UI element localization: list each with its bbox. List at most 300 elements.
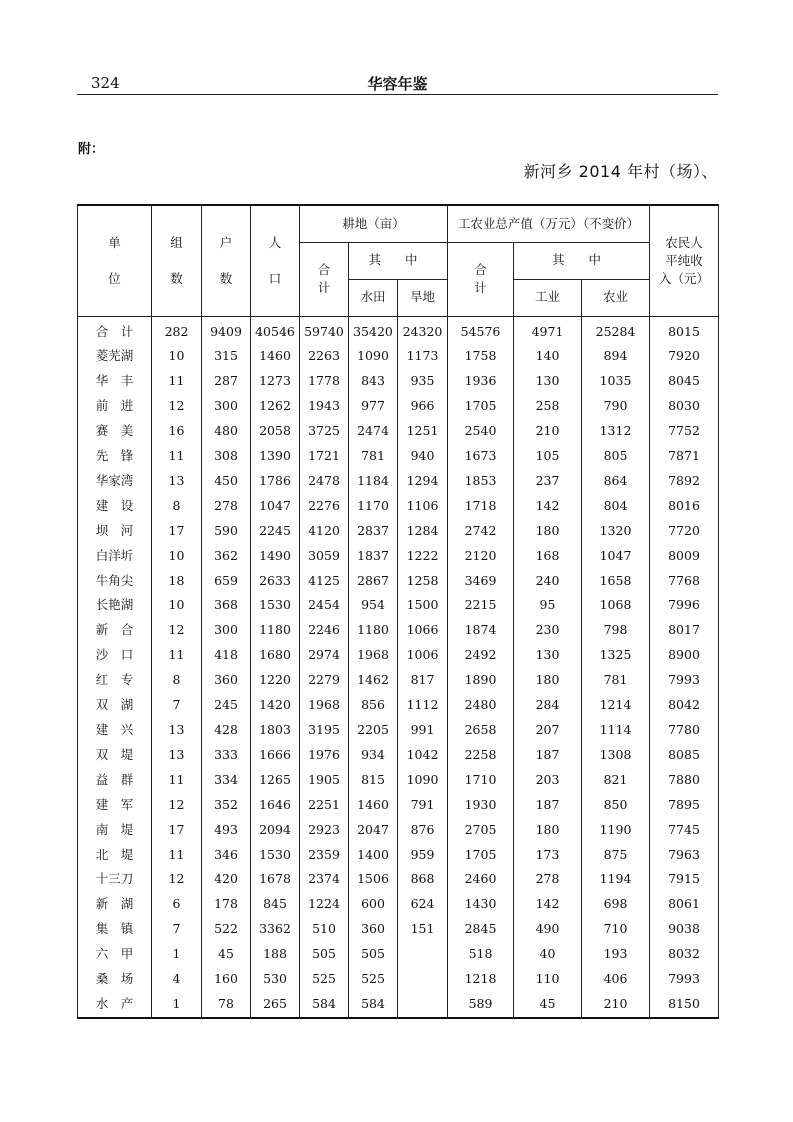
- cell-agriculture: 781: [582, 668, 650, 693]
- cell-unit: 集 镇: [78, 917, 152, 942]
- table-row: [78, 643, 719, 668]
- table-row: [78, 593, 719, 618]
- cell-agriculture: 406: [582, 967, 650, 992]
- cell-paddy: 2474: [349, 419, 398, 444]
- cell-dryland: 791: [398, 793, 448, 818]
- cell-output-total: 2120: [448, 544, 514, 569]
- header-farmland-total-top: 合: [317, 261, 331, 277]
- header-farmland: 耕地（亩）: [300, 205, 448, 242]
- cell-farmland-total: 2454: [300, 593, 349, 618]
- cell-paddy: 1170: [349, 494, 398, 519]
- cell-paddy: 1400: [349, 843, 398, 868]
- table-row: [78, 718, 719, 743]
- cell-dryland: 24320: [398, 316, 448, 344]
- cell-unit: 益 群: [78, 768, 152, 793]
- cell-groups: 7: [152, 917, 202, 942]
- cell-dryland: [398, 942, 448, 967]
- cell-income: 7963: [650, 843, 719, 868]
- cell-dryland: 624: [398, 892, 448, 917]
- cell-farmland-total: 4125: [300, 569, 349, 594]
- cell-groups: 11: [152, 843, 202, 868]
- cell-unit: 新 合: [78, 618, 152, 643]
- table-title: 新河乡 2014 年村（场）、: [523, 162, 718, 181]
- cell-farmland-total: 2251: [300, 793, 349, 818]
- cell-industry: 4971: [514, 316, 582, 344]
- cell-farmland-total: 1943: [300, 394, 349, 419]
- running-header: [77, 74, 718, 95]
- cell-unit: 合 计: [78, 316, 152, 344]
- cell-industry: 278: [514, 867, 582, 892]
- cell-unit: 先 锋: [78, 444, 152, 469]
- cell-groups: 282: [152, 316, 202, 344]
- header-output-total-top: 合: [474, 261, 487, 277]
- cell-output-total: 1890: [448, 668, 514, 693]
- cell-population: 1490: [251, 544, 300, 569]
- cell-dryland: 151: [398, 917, 448, 942]
- cell-population: 1262: [251, 394, 300, 419]
- cell-industry: 258: [514, 394, 582, 419]
- cell-industry: 168: [514, 544, 582, 569]
- cell-groups: 17: [152, 818, 202, 843]
- header-unit: [78, 205, 152, 316]
- cell-income: 8032: [650, 942, 719, 967]
- cell-households: 346: [202, 843, 251, 868]
- cell-paddy: 856: [349, 693, 398, 718]
- cell-income: 8900: [650, 643, 719, 668]
- cell-agriculture: 1114: [582, 718, 650, 743]
- cell-households: 428: [202, 718, 251, 743]
- cell-industry: 490: [514, 917, 582, 942]
- cell-agriculture: 1312: [582, 419, 650, 444]
- cell-agriculture: 1320: [582, 519, 650, 544]
- cell-population: 1220: [251, 668, 300, 693]
- cell-income: 7720: [650, 519, 719, 544]
- cell-output-total: 2540: [448, 419, 514, 444]
- cell-unit: 前 进: [78, 394, 152, 419]
- cell-unit: 南 堤: [78, 818, 152, 843]
- cell-households: 522: [202, 917, 251, 942]
- cell-households: 245: [202, 693, 251, 718]
- header-income-line2: 平纯收: [665, 252, 703, 268]
- cell-output-total: 1936: [448, 369, 514, 394]
- cell-output-total: 1673: [448, 444, 514, 469]
- cell-paddy: 843: [349, 369, 398, 394]
- cell-population: 845: [251, 892, 300, 917]
- cell-population: 1803: [251, 718, 300, 743]
- cell-groups: 6: [152, 892, 202, 917]
- cell-agriculture: 821: [582, 768, 650, 793]
- cell-paddy: 1184: [349, 469, 398, 494]
- cell-groups: 8: [152, 494, 202, 519]
- cell-industry: 240: [514, 569, 582, 594]
- cell-agriculture: 790: [582, 394, 650, 419]
- table-row: [78, 569, 719, 594]
- cell-groups: 11: [152, 768, 202, 793]
- cell-unit: 建 兴: [78, 718, 152, 743]
- cell-groups: 16: [152, 419, 202, 444]
- cell-dryland: [398, 992, 448, 1018]
- cell-dryland: 940: [398, 444, 448, 469]
- cell-dryland: 959: [398, 843, 448, 868]
- cell-income: 7920: [650, 344, 719, 369]
- table-row: [78, 444, 719, 469]
- cell-dryland: 1106: [398, 494, 448, 519]
- cell-unit: 建 军: [78, 793, 152, 818]
- header-population: [251, 205, 300, 316]
- book-title: 华容年鉴: [367, 75, 428, 93]
- cell-farmland-total: 510: [300, 917, 349, 942]
- table-row: [78, 494, 719, 519]
- table-row: [78, 693, 719, 718]
- header-farmland-among-label: 其 中: [368, 252, 428, 268]
- cell-unit: 牛角尖: [78, 569, 152, 594]
- cell-groups: 12: [152, 793, 202, 818]
- cell-population: 1678: [251, 867, 300, 892]
- cell-industry: 203: [514, 768, 582, 793]
- cell-unit: 赛 美: [78, 419, 152, 444]
- cell-population: 3362: [251, 917, 300, 942]
- cell-agriculture: 1068: [582, 593, 650, 618]
- appendix-label: 附：: [78, 142, 105, 157]
- table-row: [78, 818, 719, 843]
- cell-income: 8085: [650, 743, 719, 768]
- cell-population: 1530: [251, 593, 300, 618]
- cell-agriculture: 1214: [582, 693, 650, 718]
- cell-groups: 8: [152, 668, 202, 693]
- cell-unit: 白洋圻: [78, 544, 152, 569]
- cell-households: 178: [202, 892, 251, 917]
- cell-households: 300: [202, 394, 251, 419]
- cell-industry: 237: [514, 469, 582, 494]
- header-farmland-total: [300, 242, 349, 316]
- cell-paddy: 505: [349, 942, 398, 967]
- cell-agriculture: 1194: [582, 867, 650, 892]
- table-row: [78, 867, 719, 892]
- cell-farmland-total: 1968: [300, 693, 349, 718]
- table-row: [78, 344, 719, 369]
- cell-agriculture: 894: [582, 344, 650, 369]
- table-header: [78, 205, 719, 316]
- cell-population: 1530: [251, 843, 300, 868]
- cell-industry: 142: [514, 494, 582, 519]
- cell-groups: 1: [152, 942, 202, 967]
- header-households-top: 户: [219, 234, 233, 250]
- cell-households: 334: [202, 768, 251, 793]
- cell-dryland: 1294: [398, 469, 448, 494]
- cell-output-total: 3469: [448, 569, 514, 594]
- cell-output-total: 2480: [448, 693, 514, 718]
- cell-dryland: 1112: [398, 693, 448, 718]
- cell-dryland: 868: [398, 867, 448, 892]
- cell-farmland-total: 584: [300, 992, 349, 1018]
- cell-agriculture: 1035: [582, 369, 650, 394]
- cell-unit: 双 湖: [78, 693, 152, 718]
- cell-output-total: 518: [448, 942, 514, 967]
- cell-farmland-total: 1905: [300, 768, 349, 793]
- cell-population: 1390: [251, 444, 300, 469]
- table-row: [78, 942, 719, 967]
- cell-paddy: 1460: [349, 793, 398, 818]
- header-households: [202, 205, 251, 316]
- cell-income: 7895: [650, 793, 719, 818]
- cell-households: 160: [202, 967, 251, 992]
- cell-households: 352: [202, 793, 251, 818]
- header-population-bottom: 口: [268, 270, 282, 286]
- cell-population: 1680: [251, 643, 300, 668]
- table-row: [78, 967, 719, 992]
- cell-agriculture: 698: [582, 892, 650, 917]
- cell-dryland: 1284: [398, 519, 448, 544]
- cell-agriculture: 875: [582, 843, 650, 868]
- cell-households: 308: [202, 444, 251, 469]
- cell-unit: 十三刀: [78, 867, 152, 892]
- header-households-bottom: 数: [219, 270, 233, 286]
- cell-agriculture: 210: [582, 992, 650, 1018]
- cell-industry: 180: [514, 519, 582, 544]
- cell-dryland: 1258: [398, 569, 448, 594]
- cell-unit: 红 专: [78, 668, 152, 693]
- cell-unit: 坝 河: [78, 519, 152, 544]
- cell-population: 1646: [251, 793, 300, 818]
- cell-industry: 130: [514, 369, 582, 394]
- cell-income: 8061: [650, 892, 719, 917]
- cell-groups: 12: [152, 867, 202, 892]
- table-row: [78, 618, 719, 643]
- cell-dryland: 1222: [398, 544, 448, 569]
- cell-dryland: 1042: [398, 743, 448, 768]
- header-industry: 工业: [514, 279, 582, 316]
- village-statistics-table: [77, 204, 719, 1019]
- cell-groups: 18: [152, 569, 202, 594]
- cell-population: 265: [251, 992, 300, 1018]
- cell-income: 7768: [650, 569, 719, 594]
- table-row: [78, 793, 719, 818]
- cell-dryland: 991: [398, 718, 448, 743]
- cell-output-total: 2658: [448, 718, 514, 743]
- cell-unit: 六 甲: [78, 942, 152, 967]
- statistics-table-wrapper: [77, 204, 718, 1019]
- cell-output-total: 1705: [448, 394, 514, 419]
- table-row: [78, 419, 719, 444]
- cell-industry: 142: [514, 892, 582, 917]
- cell-groups: 12: [152, 618, 202, 643]
- table-row: [78, 519, 719, 544]
- cell-output-total: 2742: [448, 519, 514, 544]
- header-output-total: [448, 242, 514, 316]
- header-output-among-label: 其 中: [552, 252, 611, 268]
- cell-industry: 187: [514, 743, 582, 768]
- cell-farmland-total: 3195: [300, 718, 349, 743]
- cell-income: 7880: [650, 768, 719, 793]
- header-paddy: 水田: [349, 279, 398, 316]
- cell-farmland-total: 59740: [300, 316, 349, 344]
- header-agriculture: 农业: [582, 279, 650, 316]
- cell-unit: 菱芜湖: [78, 344, 152, 369]
- cell-unit: 桑 场: [78, 967, 152, 992]
- cell-output-total: 2845: [448, 917, 514, 942]
- header-farmland-among: [349, 242, 448, 279]
- cell-paddy: 525: [349, 967, 398, 992]
- cell-paddy: 1506: [349, 867, 398, 892]
- cell-dryland: 1500: [398, 593, 448, 618]
- cell-industry: 140: [514, 344, 582, 369]
- header-output-among: [514, 242, 650, 279]
- cell-population: 1047: [251, 494, 300, 519]
- cell-industry: 173: [514, 843, 582, 868]
- cell-households: 287: [202, 369, 251, 394]
- cell-output-total: 2258: [448, 743, 514, 768]
- cell-groups: 17: [152, 519, 202, 544]
- cell-output-total: 1710: [448, 768, 514, 793]
- cell-households: 300: [202, 618, 251, 643]
- cell-agriculture: 1308: [582, 743, 650, 768]
- cell-dryland: 935: [398, 369, 448, 394]
- cell-paddy: 934: [349, 743, 398, 768]
- cell-households: 360: [202, 668, 251, 693]
- cell-paddy: 2837: [349, 519, 398, 544]
- cell-income: 7993: [650, 967, 719, 992]
- header-groups-bottom: 数: [170, 270, 183, 286]
- cell-households: 333: [202, 743, 251, 768]
- cell-population: 1666: [251, 743, 300, 768]
- page-number: 324: [91, 74, 120, 92]
- cell-unit: 北 堤: [78, 843, 152, 868]
- table-row: [78, 917, 719, 942]
- cell-agriculture: 193: [582, 942, 650, 967]
- table-row: [78, 892, 719, 917]
- cell-farmland-total: 1778: [300, 369, 349, 394]
- cell-income: 7780: [650, 718, 719, 743]
- cell-output-total: 2460: [448, 867, 514, 892]
- cell-groups: 12: [152, 394, 202, 419]
- header-output: 工农业总产值（万元）（不变价）: [448, 205, 650, 242]
- table-body: [78, 316, 719, 1018]
- cell-groups: 7: [152, 693, 202, 718]
- cell-output-total: 1874: [448, 618, 514, 643]
- cell-industry: 284: [514, 693, 582, 718]
- cell-groups: 11: [152, 444, 202, 469]
- cell-industry: 187: [514, 793, 582, 818]
- cell-farmland-total: 505: [300, 942, 349, 967]
- cell-income: 9038: [650, 917, 719, 942]
- cell-output-total: 2492: [448, 643, 514, 668]
- cell-paddy: 977: [349, 394, 398, 419]
- cell-population: 2058: [251, 419, 300, 444]
- cell-groups: 1: [152, 992, 202, 1018]
- table-row: [78, 768, 719, 793]
- cell-income: 7871: [650, 444, 719, 469]
- cell-paddy: 1180: [349, 618, 398, 643]
- cell-agriculture: 804: [582, 494, 650, 519]
- cell-dryland: [398, 967, 448, 992]
- table-row: [78, 992, 719, 1018]
- cell-dryland: 1006: [398, 643, 448, 668]
- cell-households: 315: [202, 344, 251, 369]
- cell-dryland: 966: [398, 394, 448, 419]
- cell-industry: 105: [514, 444, 582, 469]
- cell-households: 420: [202, 867, 251, 892]
- cell-output-total: 1705: [448, 843, 514, 868]
- cell-population: 2094: [251, 818, 300, 843]
- cell-population: 40546: [251, 316, 300, 344]
- cell-industry: 95: [514, 593, 582, 618]
- cell-households: 493: [202, 818, 251, 843]
- header-groups-top: 组: [170, 234, 183, 250]
- cell-industry: 40: [514, 942, 582, 967]
- cell-paddy: 360: [349, 917, 398, 942]
- cell-income: 7892: [650, 469, 719, 494]
- cell-income: 8009: [650, 544, 719, 569]
- cell-farmland-total: 1224: [300, 892, 349, 917]
- cell-output-total: 1430: [448, 892, 514, 917]
- table-row: [78, 469, 719, 494]
- cell-dryland: 1090: [398, 768, 448, 793]
- cell-paddy: 2867: [349, 569, 398, 594]
- cell-paddy: 815: [349, 768, 398, 793]
- header-income: [650, 205, 719, 316]
- cell-households: 450: [202, 469, 251, 494]
- cell-households: 278: [202, 494, 251, 519]
- cell-groups: 10: [152, 593, 202, 618]
- cell-population: 1180: [251, 618, 300, 643]
- cell-income: 8017: [650, 618, 719, 643]
- header-dryland: 旱地: [398, 279, 448, 316]
- cell-agriculture: 25284: [582, 316, 650, 344]
- cell-unit: 华家湾: [78, 469, 152, 494]
- cell-groups: 10: [152, 344, 202, 369]
- cell-agriculture: 1658: [582, 569, 650, 594]
- cell-households: 9409: [202, 316, 251, 344]
- cell-agriculture: 864: [582, 469, 650, 494]
- cell-paddy: 35420: [349, 316, 398, 344]
- cell-population: 530: [251, 967, 300, 992]
- cell-unit: 建 设: [78, 494, 152, 519]
- cell-groups: 11: [152, 369, 202, 394]
- cell-income: 7745: [650, 818, 719, 843]
- cell-unit: 新 湖: [78, 892, 152, 917]
- header-income-line3: 入（元）: [659, 270, 710, 286]
- cell-dryland: 1173: [398, 344, 448, 369]
- cell-agriculture: 1325: [582, 643, 650, 668]
- cell-paddy: 584: [349, 992, 398, 1018]
- cell-paddy: 1968: [349, 643, 398, 668]
- cell-farmland-total: 2279: [300, 668, 349, 693]
- cell-unit: 华 丰: [78, 369, 152, 394]
- cell-income: 8045: [650, 369, 719, 394]
- cell-farmland-total: 2359: [300, 843, 349, 868]
- cell-paddy: 954: [349, 593, 398, 618]
- cell-agriculture: 850: [582, 793, 650, 818]
- cell-population: 1460: [251, 344, 300, 369]
- cell-farmland-total: 2974: [300, 643, 349, 668]
- cell-population: 2245: [251, 519, 300, 544]
- cell-groups: 4: [152, 967, 202, 992]
- cell-paddy: 600: [349, 892, 398, 917]
- header-unit-top: 单: [108, 234, 121, 250]
- cell-paddy: 1462: [349, 668, 398, 693]
- cell-dryland: 1251: [398, 419, 448, 444]
- cell-income: 8150: [650, 992, 719, 1018]
- cell-income: 8016: [650, 494, 719, 519]
- table-row: [78, 316, 719, 344]
- cell-farmland-total: 2374: [300, 867, 349, 892]
- header-unit-bottom: 位: [108, 270, 121, 286]
- cell-farmland-total: 1976: [300, 743, 349, 768]
- cell-farmland-total: 2246: [300, 618, 349, 643]
- header-output-total-bottom: 计: [474, 280, 487, 295]
- cell-farmland-total: 525: [300, 967, 349, 992]
- cell-paddy: 781: [349, 444, 398, 469]
